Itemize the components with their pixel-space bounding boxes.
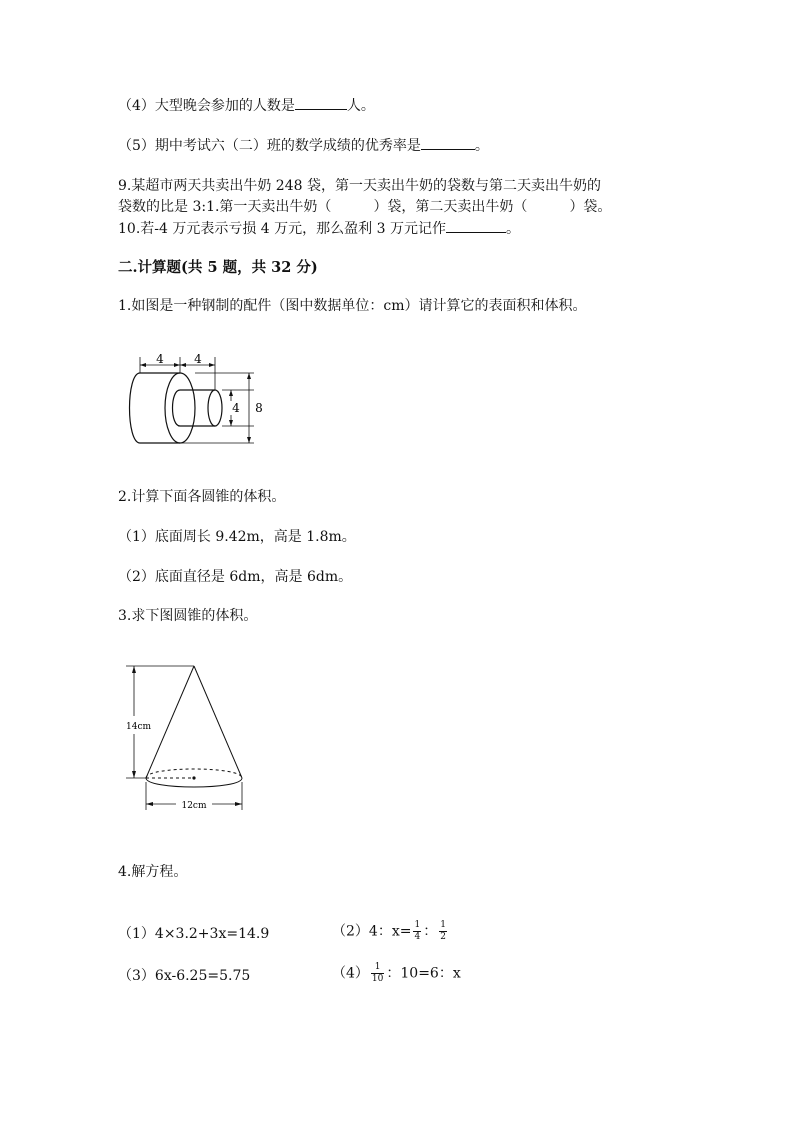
problem-4-text: 4.解方程。 — [118, 864, 188, 880]
question-10 — [118, 218, 520, 239]
question-9-part-a: 袋数的比是 3:1.第一天卖出牛奶（ — [118, 199, 332, 215]
cone-figure — [118, 658, 258, 818]
question-5 — [118, 135, 489, 156]
equation-4 — [332, 962, 461, 985]
question-9-part-b: ）袋，第二天卖出牛奶（ — [373, 199, 528, 215]
answer-blank[interactable] — [295, 95, 347, 110]
section-title: 二.计算题(共 5 题，共 32 分) — [118, 259, 318, 276]
cone-left-slant — [146, 666, 194, 778]
cone-base-center — [192, 776, 195, 779]
answer-blank[interactable] — [421, 135, 475, 150]
equation-4-fraction: $\frac{1}{10}$ — [371, 962, 384, 984]
equation-3: （3）6x-6.25=5.75 — [118, 968, 251, 984]
equation-2-fraction-2: $\frac{1}{2}$ — [440, 920, 446, 942]
dimension-label-left: 4 — [156, 352, 164, 366]
question-4-text: （4）大型晚会参加的人数是 — [118, 98, 295, 114]
cone-right-slant — [194, 666, 242, 778]
outer-cylinder-back-arc — [130, 373, 141, 443]
equation-2-prefix: （2）4：x= — [332, 923, 412, 940]
problem-3-text: 3.求下图圆锥的体积。 — [118, 608, 258, 624]
cone-diameter-label: 12cm — [181, 801, 207, 811]
equation-4-prefix: （4） — [332, 965, 369, 982]
answer-blank[interactable] — [446, 218, 506, 233]
question-5-end: 。 — [474, 138, 489, 154]
question-5-text: （5）期中考试六（二）班的数学成绩的优秀率是 — [118, 138, 421, 154]
equation-2-fraction-1: $\frac{1}{4}$ — [414, 920, 421, 942]
equation-4-suffix: ：10=6：x — [386, 965, 461, 982]
problem-2-sub2: （2）底面直径是 6dm，高是 6dm。 — [118, 569, 353, 585]
question-4 — [118, 95, 375, 116]
question-9-line2 — [118, 197, 611, 217]
question-10-text: 10.若-4 万元表示亏损 4 万元，那么盈利 3 万元记作 — [118, 221, 446, 237]
question-10-end: 。 — [505, 221, 520, 237]
cone-height-label: 14cm — [126, 722, 152, 732]
dimension-label-right: 4 — [194, 352, 202, 366]
question-9-part-c: ）袋。 — [569, 199, 612, 215]
problem-2-text: 2.计算下面各圆锥的体积。 — [118, 489, 286, 505]
inner-cylinder-back-arc — [173, 390, 181, 426]
steel-fitting-figure — [118, 345, 278, 455]
equation-2 — [332, 920, 449, 943]
dimension-label-inner: 4 — [232, 401, 240, 415]
problem-1-text: 1.如图是一种钢制的配件（图中数据单位：cm）请计算它的表面积和体积。 — [118, 298, 587, 314]
problem-2-sub1: （1）底面周长 9.42m，高是 1.8m。 — [118, 529, 356, 545]
question-9-line1: 9.某超市两天共卖出牛奶 248 袋，第一天卖出牛奶的袋数与第二天卖出牛奶的 — [118, 178, 601, 194]
outer-cylinder-front-face — [165, 373, 195, 443]
question-4-unit: 人。 — [346, 98, 375, 114]
inner-cylinder-front-face — [208, 390, 222, 426]
equation-1: （1）4×3.2+3x=14.9 — [118, 926, 270, 942]
equation-2-colon: ： — [423, 923, 438, 940]
dimension-label-outer: 8 — [255, 401, 263, 415]
